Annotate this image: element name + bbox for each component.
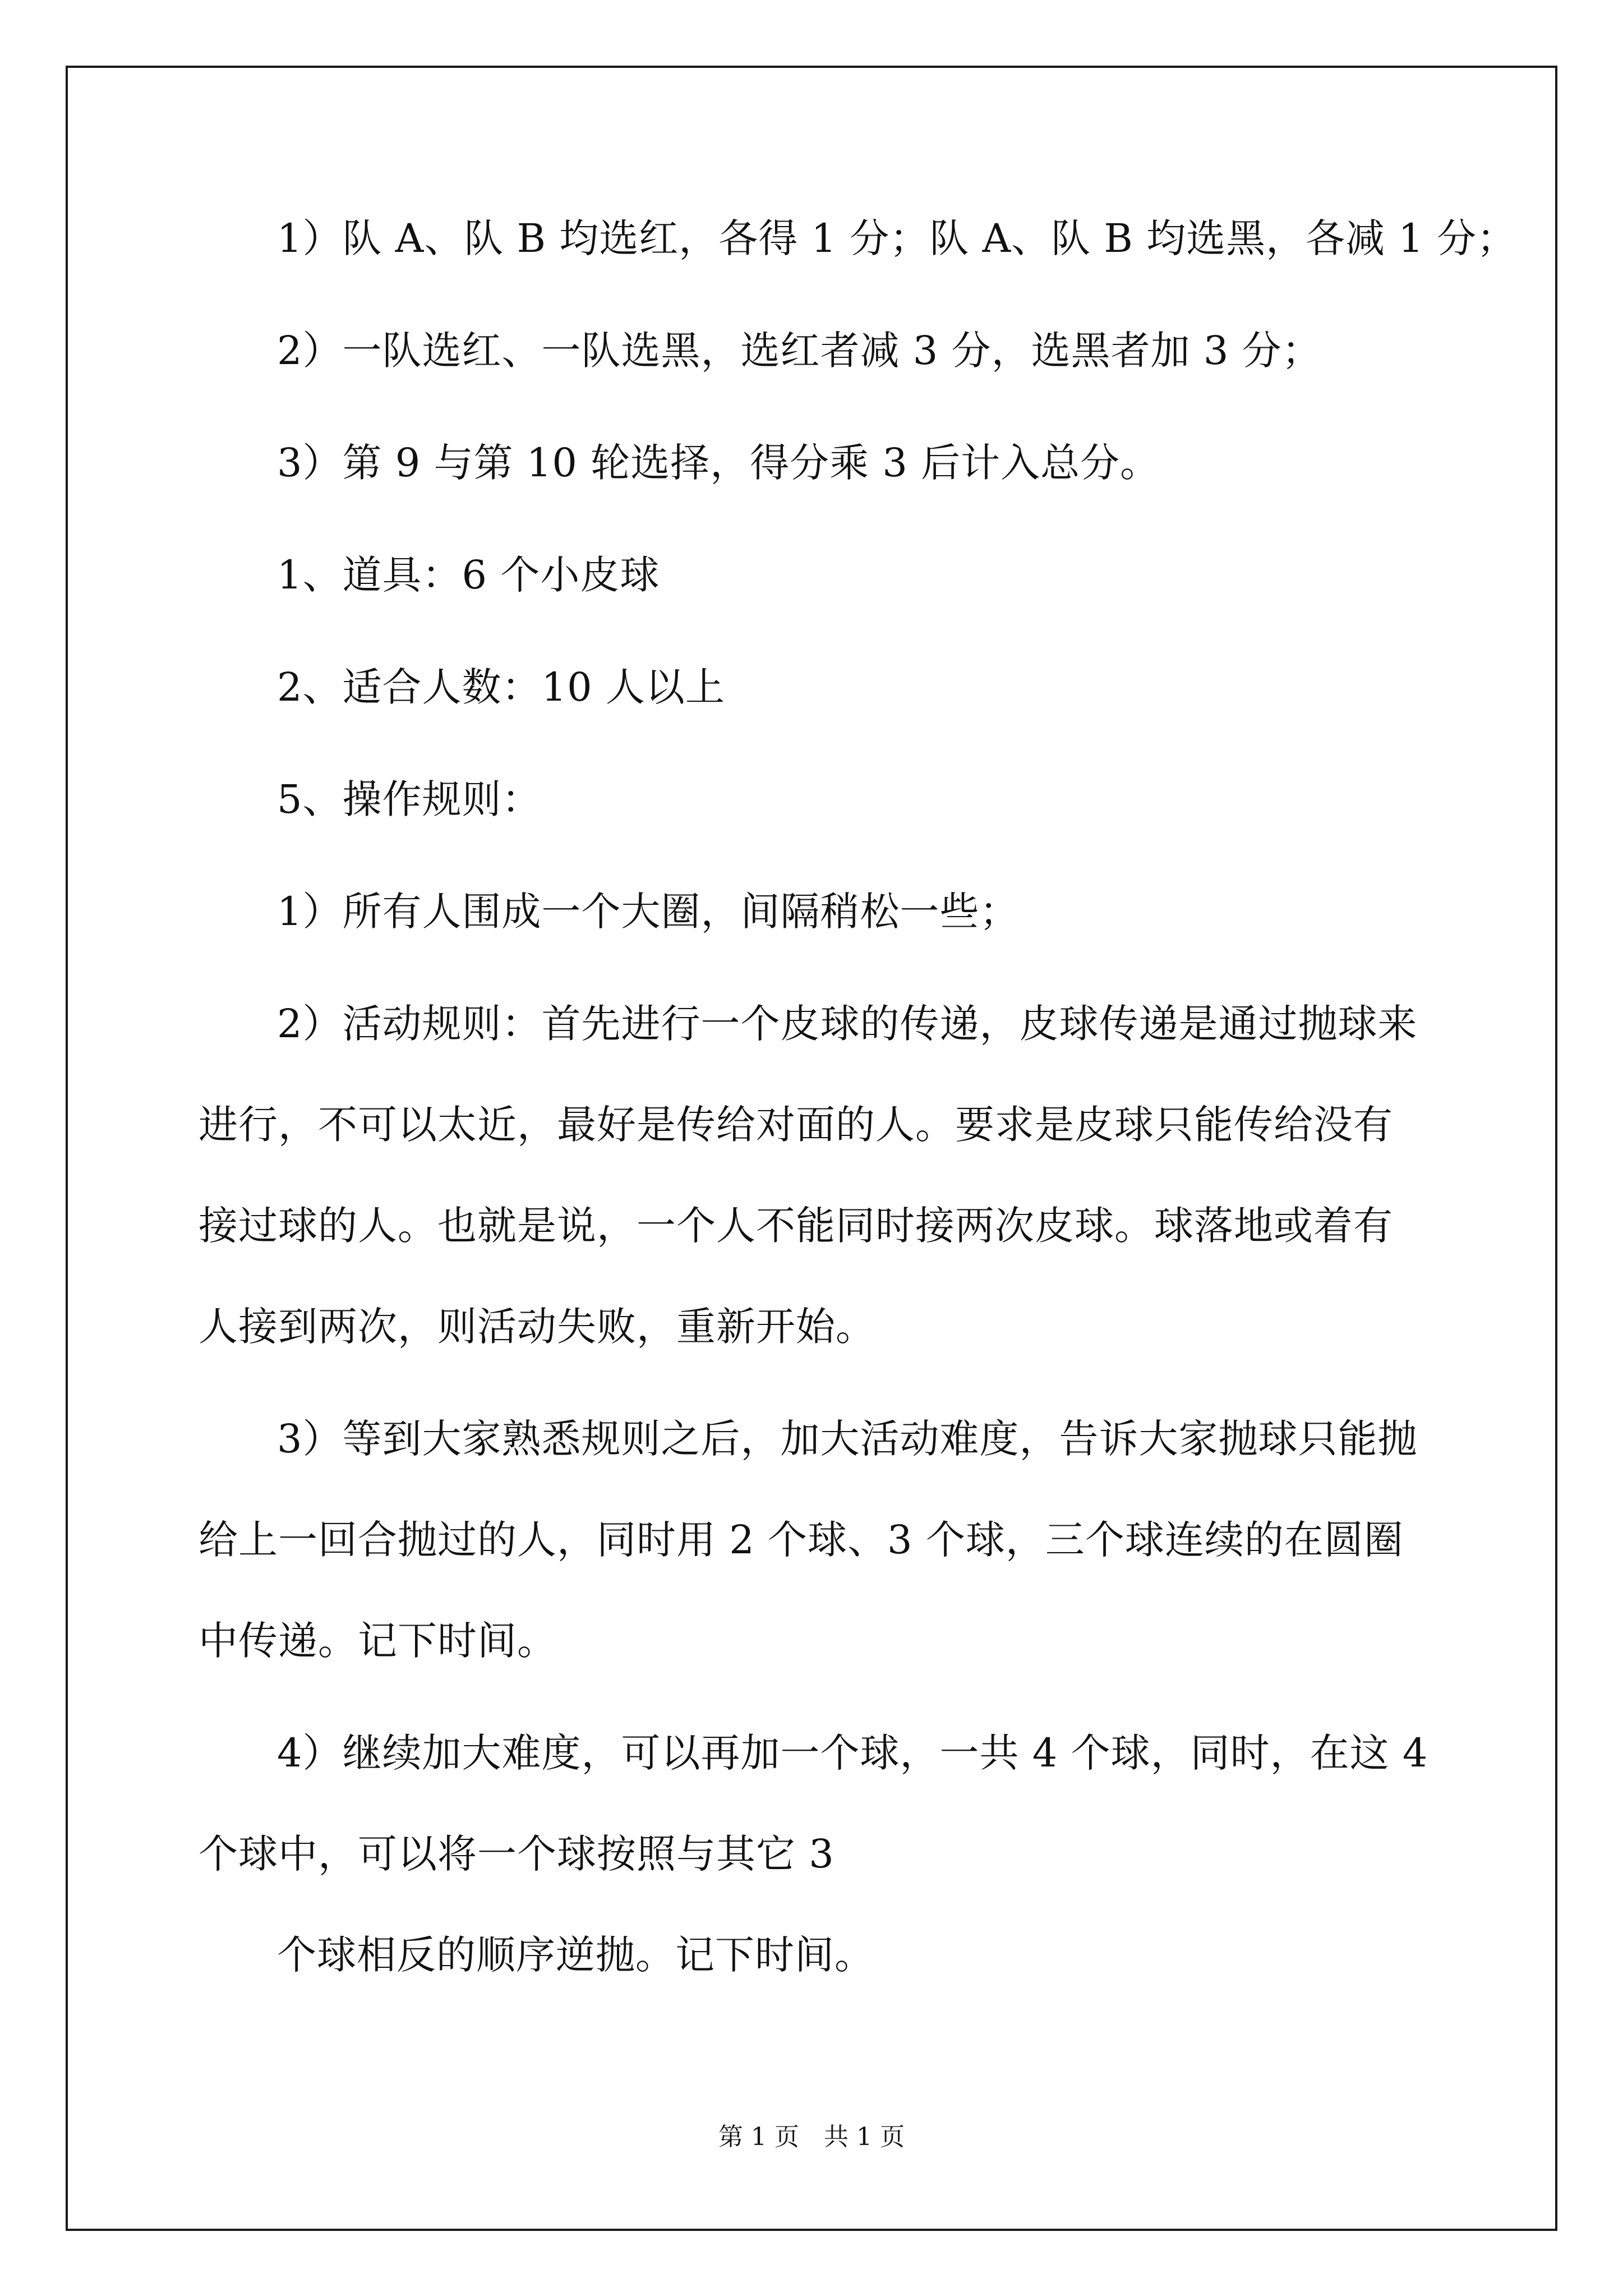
text-line: 进行，不可以太近，最好是传给对面的人。要求是皮球只能传给没有 — [199, 1102, 1393, 1148]
text-line: 4）继续加大难度，可以再加一个球，一共 4 个球，同时，在这 4 — [277, 1730, 1428, 1776]
text-line: 3）等到大家熟悉规则之后，加大活动难度，告诉大家抛球只能抛 — [277, 1416, 1418, 1462]
text-line: 人接到两次，则活动失败，重新开始。 — [199, 1304, 875, 1350]
text-line: 1、道具：6 个小皮球 — [277, 552, 660, 598]
text-line: 接过球的人。也就是说，一个人不能同时接两次皮球。球落地或着有 — [199, 1203, 1393, 1249]
text-line: 1）所有人围成一个大圈，间隔稍松一些； — [277, 889, 1020, 935]
text-line: 中传递。记下时间。 — [199, 1618, 557, 1664]
text-line: 给上一回合抛过的人，同时用 2 个球、3 个球，三个球连续的在圆圈 — [199, 1517, 1404, 1563]
text-line: 2、适合人数：10 人以上 — [277, 664, 725, 710]
text-line: 个球中，可以将一个球按照与其它 3 — [199, 1831, 834, 1877]
page-number-footer: 第 1 页 共 1 页 — [718, 2123, 905, 2151]
text-line: 2）一队选红、一队选黑，选红者减 3 分，选黑者加 3 分； — [277, 328, 1322, 374]
text-line: 1）队 A、队 B 均选红，各得 1 分；队 A、队 B 均选黑，各减 1 分； — [277, 215, 1517, 261]
text-line: 2）活动规则：首先进行一个皮球的传递，皮球传递是通过抛球来 — [277, 1001, 1418, 1047]
text-line: 3）第 9 与第 10 轮选择，得分乘 3 后计入总分。 — [277, 440, 1160, 486]
text-line: 5、操作规则： — [277, 776, 542, 822]
text-line: 个球相反的顺序逆抛。记下时间。 — [277, 1932, 874, 1978]
